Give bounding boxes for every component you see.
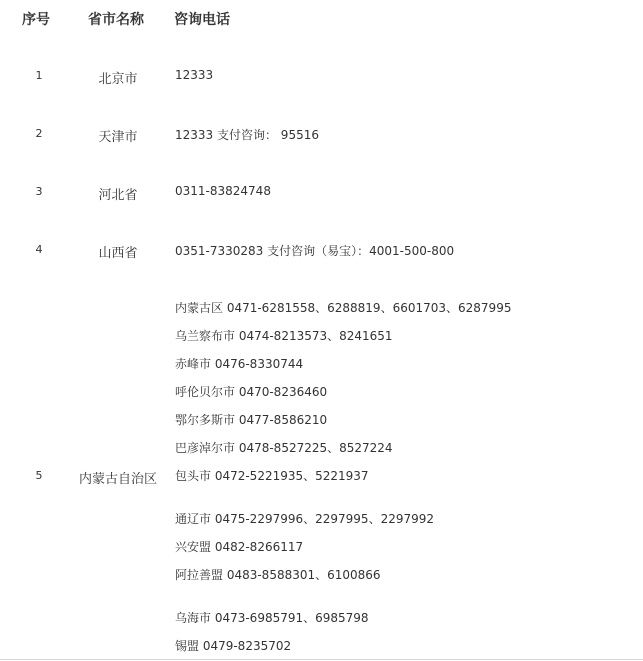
table-row — [0, 67, 643, 87]
province-name: 北京市 — [98, 72, 138, 87]
phone-line: 内蒙古区 0471-6281558、6288819、6601703、6287995 — [175, 301, 512, 315]
province-name: 河北省 — [98, 188, 138, 203]
table-row — [0, 125, 643, 145]
header-no: 序号 — [22, 12, 50, 28]
phone-text: 12333 — [175, 68, 214, 82]
header-phone: 咨询电话 — [174, 12, 230, 28]
row-number: 3 — [35, 185, 43, 198]
phone-line: 巴彦淖尔市 0478-8527225、8527224 — [175, 441, 393, 455]
row-number: 4 — [35, 243, 43, 256]
table-row — [0, 183, 643, 203]
phone-line: 乌海市 0473-6985791、6985798 — [175, 611, 369, 625]
table-row — [0, 241, 643, 261]
phone-line: 赤峰市 0476-8330744 — [175, 357, 304, 371]
province-name: 天津市 — [98, 130, 138, 145]
phone-text: 12333 支付咨询： 95516 — [175, 128, 319, 142]
header-province: 省市名称 — [88, 12, 144, 28]
phone-text: 0351-7330283 支付咨询（易宝）：4001-500-800 — [175, 244, 455, 258]
table-header — [0, 9, 643, 29]
row-number: 1 — [35, 69, 43, 82]
phone-line: 包头市 0472-5221935、5221937 — [175, 469, 369, 483]
phone-line: 通辽市 0475-2297996、2297995、2297992 — [175, 512, 435, 526]
province-name: 内蒙古自治区 — [78, 472, 157, 487]
phone-text: 0311-83824748 — [175, 184, 271, 198]
bottom-divider — [0, 659, 643, 660]
row-number: 5 — [35, 469, 43, 482]
phone-line: 乌兰察布市 0474-8213573、8241651 — [175, 329, 393, 343]
phone-line: 锡盟 0479-8235702 — [175, 639, 292, 653]
row-number: 2 — [35, 127, 43, 140]
province-name: 山西省 — [98, 246, 138, 261]
phone-line: 阿拉善盟 0483-8588301、6100866 — [175, 568, 381, 582]
phone-line: 鄂尔多斯市 0477-8586210 — [175, 413, 328, 427]
phone-line: 呼伦贝尔市 0470-8236460 — [175, 385, 328, 399]
phone-line: 兴安盟 0482-8266117 — [175, 540, 304, 554]
